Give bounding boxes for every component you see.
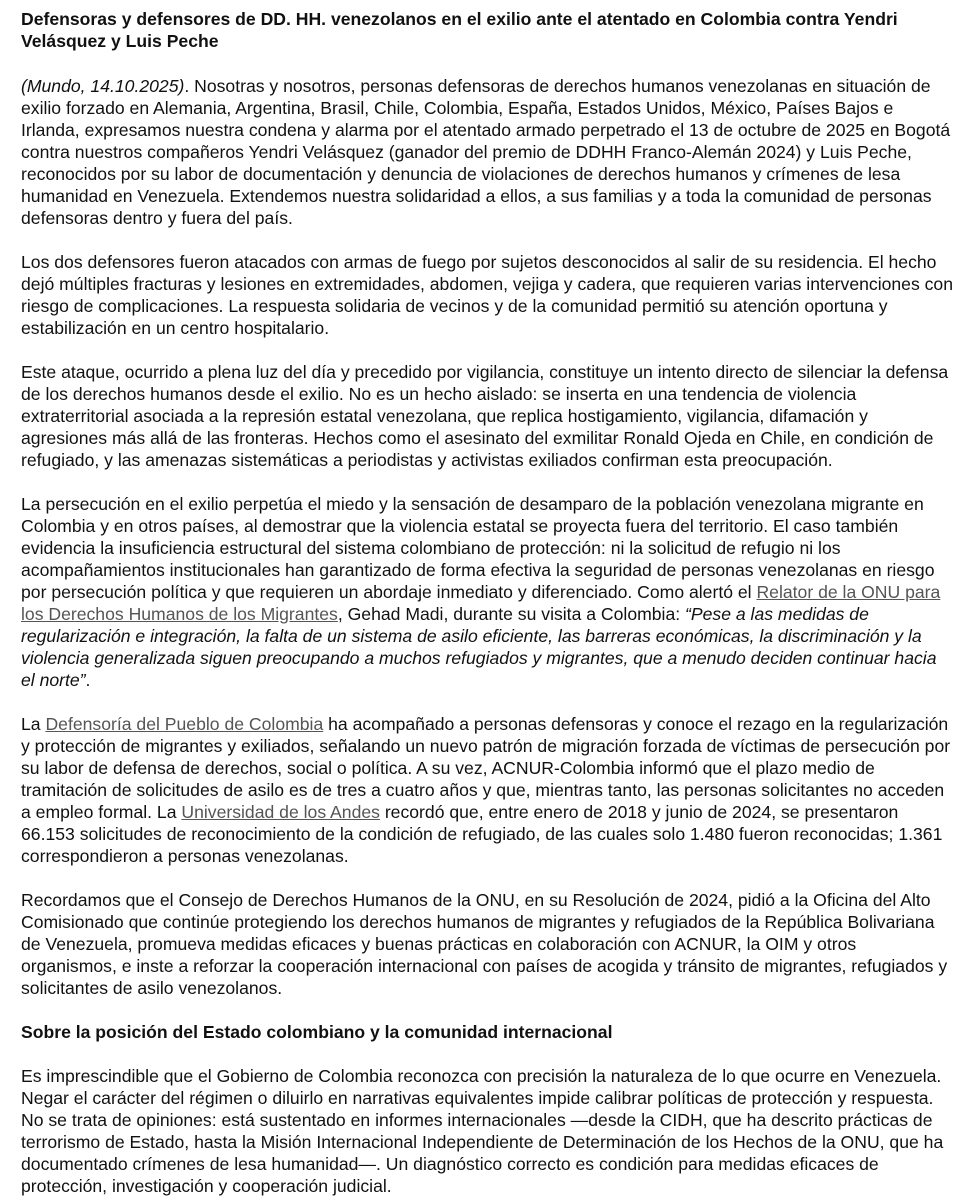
link-universidad-de-los-andes[interactable]: Universidad de los Andes [181, 802, 380, 822]
paragraph-extraterritorial-violence: Este ataque, ocurrido a plena luz del día y precedido por vigilancia, constituye un intento directo de silenciar la defensa de los derechos humanos desde el exilio. No es un hecho aislado: se inserta en una tendencia de violencia extraterritorial asociada a la represión estatal venezolana, que replica hostigamiento, vigilancia, difamación y agresiones más allá de las fronteras. Hechos como el asesinato del exmilitar Ronald Ojeda en Chile, en condición de refugiado, y las amenazas sistemáticas a periodistas y activistas exiliados confirman esta preocupación. [21, 362, 949, 470]
dateline: (Mundo, 14.10.2025) [21, 76, 185, 96]
paragraph-text: ha acompañado a personas defensoras y conoce el rezago en la regularización y protección de migrantes y exiliados, señalando un nuevo patrón de migración forzada de víctimas de persecución por su labor de defensa de derechos, social o política. A su vez, ACNUR-Colombia informó que el plazo medio de tramitación de solicitudes de asilo es de tres a cuatro años y que, mientras tanto, las personas solicitantes no acceden a empleo formal. La [21, 714, 951, 822]
section-heading: Sobre la posición del Estado colombiano y la comunidad internacional [21, 1022, 613, 1042]
paragraph-text: . [85, 670, 91, 690]
paragraph-text: recordó que, entre enero de 2018 y junio de 2024, se presentaron 66.153 solicitudes de reconocimiento de la condición de refugiado, de las cuales solo 1.480 fueron reconocidas; 1.361 correspondieron a personas venezolanas. [21, 802, 943, 866]
paragraph-persecution-exile [21, 493, 953, 691]
paragraph-intro [21, 75, 953, 229]
link-defensoria-del-pueblo[interactable]: Defensoría del Pueblo de Colombia [45, 714, 324, 734]
paragraph-colombia-position: Es imprescindible que el Gobierno de Colombia reconozca con precisión la naturaleza de lo que ocurre en Venezuela. Negar el carácter del régimen o diluirlo en narrativas equivalentes impide calibrar políticas de protección y respuesta. No se trata de opiniones: está sustentado en informes internacionales —desde la CIDH, que ha descrito prácticas de terrorismo de Estado, hasta la Misión Internacional Independiente de Determinación de los Hechos de la ONU, que ha documentado crímenes de lesa humanidad—. Un diagnóstico correcto es condición para medidas eficaces de protección, investigación y cooperación judicial. [21, 1066, 944, 1196]
paragraph-text: La persecución en el exilio perpetúa el miedo y la sensación de desamparo de la población venezolana migrante en Colombia y en otros países, al demostrar que la violencia estatal se proyecta fuera del territorio. El caso también evidencia la insuficiencia estructural del sistema colombiano de protección: ni la solicitud de refugio ni los acompañamientos institucionales han garantizado de forma efectiva la seguridad de personas venezolanas en riesgo por persecución política y que requieren un abordaje inmediato y diferenciado. Como alertó el [21, 494, 935, 602]
paragraph-text: La [21, 714, 46, 734]
document-title: Defensoras y defensores de DD. HH. venezolanos en el exilio ante el atentado en Colombia contra Yendri Velásquez y Luis Peche [21, 9, 898, 51]
link-un-rapporteur-migrants[interactable]: Relator de la ONU para los Derechos Humanos de los Migrantes [21, 582, 941, 624]
paragraph-attack-description: Los dos defensores fueron atacados con armas de fuego por sujetos desconocidos al salir de su residencia. El hecho dejó múltiples fracturas y lesiones en extremidades, abdomen, vejiga y cadera, que requieren varias intervenciones con riesgo de complicaciones. La respuesta solidaria de vecinos y de la comunidad permitió su atención oportuna y estabilización en un centro hospitalario. [21, 252, 954, 338]
paragraph-text: , Gehad Madi, durante su visita a Colombia: [337, 604, 686, 624]
paragraph-defensoria [21, 713, 953, 867]
quote-text: “Pese a las medidas de regularización e integración, la falta de un sistema de asilo eficiente, las barreras económicas, la discriminación y la violencia generalizada siguen preocupando a muchos refugiados y migrantes, que a menudo deciden continuar hacia el norte” [21, 604, 937, 690]
paragraph-un-resolution: Recordamos que el Consejo de Derechos Humanos de la ONU, en su Resolución de 2024, pidió a la Oficina del Alto Comisionado que continúe protegiendo los derechos humanos de migrantes y refugiados de la República Bolivariana de Venezuela, promueva medidas eficaces y buenas prácticas en colaboración con ACNUR, la OIM y otros organismos, e inste a reforzar la cooperación internacional con países de acogida y tránsito de migrantes, refugiados y solicitantes de asilo venezolanos. [21, 890, 948, 998]
paragraph-intro-text: . Nosotras y nosotros, personas defensoras de derechos humanos venezolanas en situación de exilio forzado en Alemania, Argentina, Brasil, Chile, Colombia, España, Estados Unidos, México, Países Bajos e Irlanda, expresamos nuestra condena y alarma por el atentado armado perpetrado el 13 de octubre de 2025 en Bogotá contra nuestros compañeros Yendri Velásquez (ganador del premio de DDHH Franco-Alemán 2024) y Luis Peche, reconocidos por su labor de documentación y denuncia de violaciones de derechos humanos y crímenes de lesa humanidad en Venezuela. Extendemos nuestra solidaridad a ellos, a sus familias y a toda la comunidad de personas defensoras dentro y fuera del país. [21, 76, 951, 228]
